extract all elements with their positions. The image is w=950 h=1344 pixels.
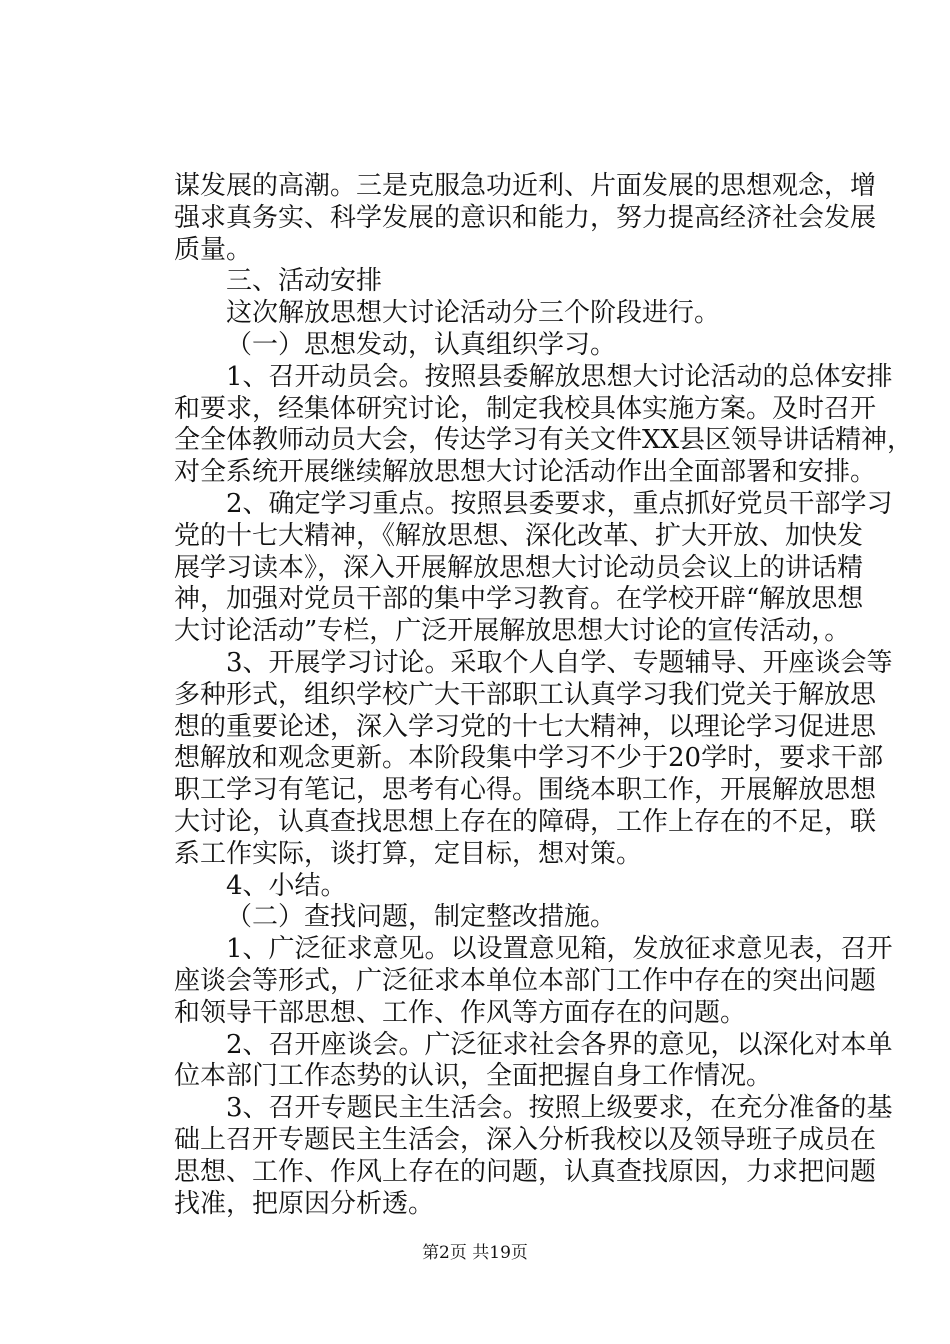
text-line: 强求真务实、科学发展的意识和能力，努力提高经济社会发展 [174, 202, 877, 233]
text-line: 神，加强对党员干部的集中学习教育。在学校开辟“解放思想 [174, 584, 864, 615]
text-line: 党的十七大精神，《解放思想、深化改革、扩大开放、加快发 [174, 520, 864, 551]
text-line: 展学习读本》，深入开展解放思想大讨论动员会议上的讲话精 [174, 552, 864, 583]
text-line: 3、开展学习讨论。采取个人自学、专题辅导、开座谈会等 [226, 647, 893, 678]
text-line: 位本部门工作态势的认识，全面把握自身工作情况。 [174, 1061, 773, 1092]
text-line: 三、活动安排 [226, 266, 383, 297]
text-line: 职工学习有笔记，思考有心得。围绕本职工作，开展解放思想 [174, 775, 877, 806]
text-line: 2、召开座谈会。广泛征求社会各界的意见，以深化对本单 [226, 1029, 893, 1060]
text-line: 对全系统开展继续解放思想大讨论活动作出全面部署和安排。 [174, 457, 877, 488]
text-line: 大讨论，认真查找思想上存在的障碍，工作上存在的不足，联 [174, 806, 877, 837]
text-line: 想解放和观念更新。本阶段集中学习不少于20学时，要求干部 [174, 743, 884, 774]
text-line: 想的重要论述，深入学习党的十七大精神，以理论学习促进思 [174, 711, 877, 742]
text-line: 3、召开专题民主生活会。按照上级要求，在充分准备的基 [226, 1093, 893, 1124]
text-line: 全全体教师动员大会，传达学习有关文件XX县区领导讲话精神， [174, 425, 914, 456]
text-line: 2、确定学习重点。按照县委要求，重点抓好党员干部学习 [226, 488, 893, 519]
text-line: 找准，把原因分析透。 [174, 1188, 435, 1219]
text-line: 4、小结。 [226, 870, 347, 901]
text-line: 和领导干部思想、工作、作风等方面存在的问题。 [174, 997, 747, 1028]
text-line: 多种形式，组织学校广大干部职工认真学习我们党关于解放思 [174, 679, 877, 710]
text-line: 质量。 [174, 234, 253, 265]
page-footer: 第2页 共19页 [422, 1243, 528, 1263]
text-line: 1、召开动员会。按照县委解放思想大讨论活动的总体安排 [226, 361, 893, 392]
text-line: 思想、工作、作风上存在的问题，认真查找原因，力求把问题 [174, 1156, 877, 1187]
text-line: 谋发展的高潮。三是克服急功近利、片面发展的思想观念，增 [174, 171, 877, 201]
text-line: 座谈会等形式，广泛征求本单位本部门工作中存在的突出问题 [174, 965, 877, 996]
document-body [174, 171, 914, 1220]
text-line: 和要求，经集体研究讨论，制定我校具体实施方案。及时召开 [174, 393, 877, 424]
text-line: 这次解放思想大讨论活动分三个阶段进行。 [226, 298, 721, 329]
text-line: 系工作实际，谈打算，定目标，想对策。 [174, 838, 643, 869]
text-line: 础上召开专题民主生活会，深入分析我校以及领导班子成员在 [174, 1124, 877, 1155]
text-line: （一）思想发动，认真组织学习。 [226, 329, 617, 360]
text-line: 1、广泛征求意见。以设置意见箱，发放征求意见表，召开 [226, 934, 893, 965]
text-line: 大讨论活动”专栏，广泛开展解放思想大讨论的宣传活动，。 [174, 616, 851, 647]
text-line: （二）查找问题，制定整改措施。 [226, 902, 617, 933]
